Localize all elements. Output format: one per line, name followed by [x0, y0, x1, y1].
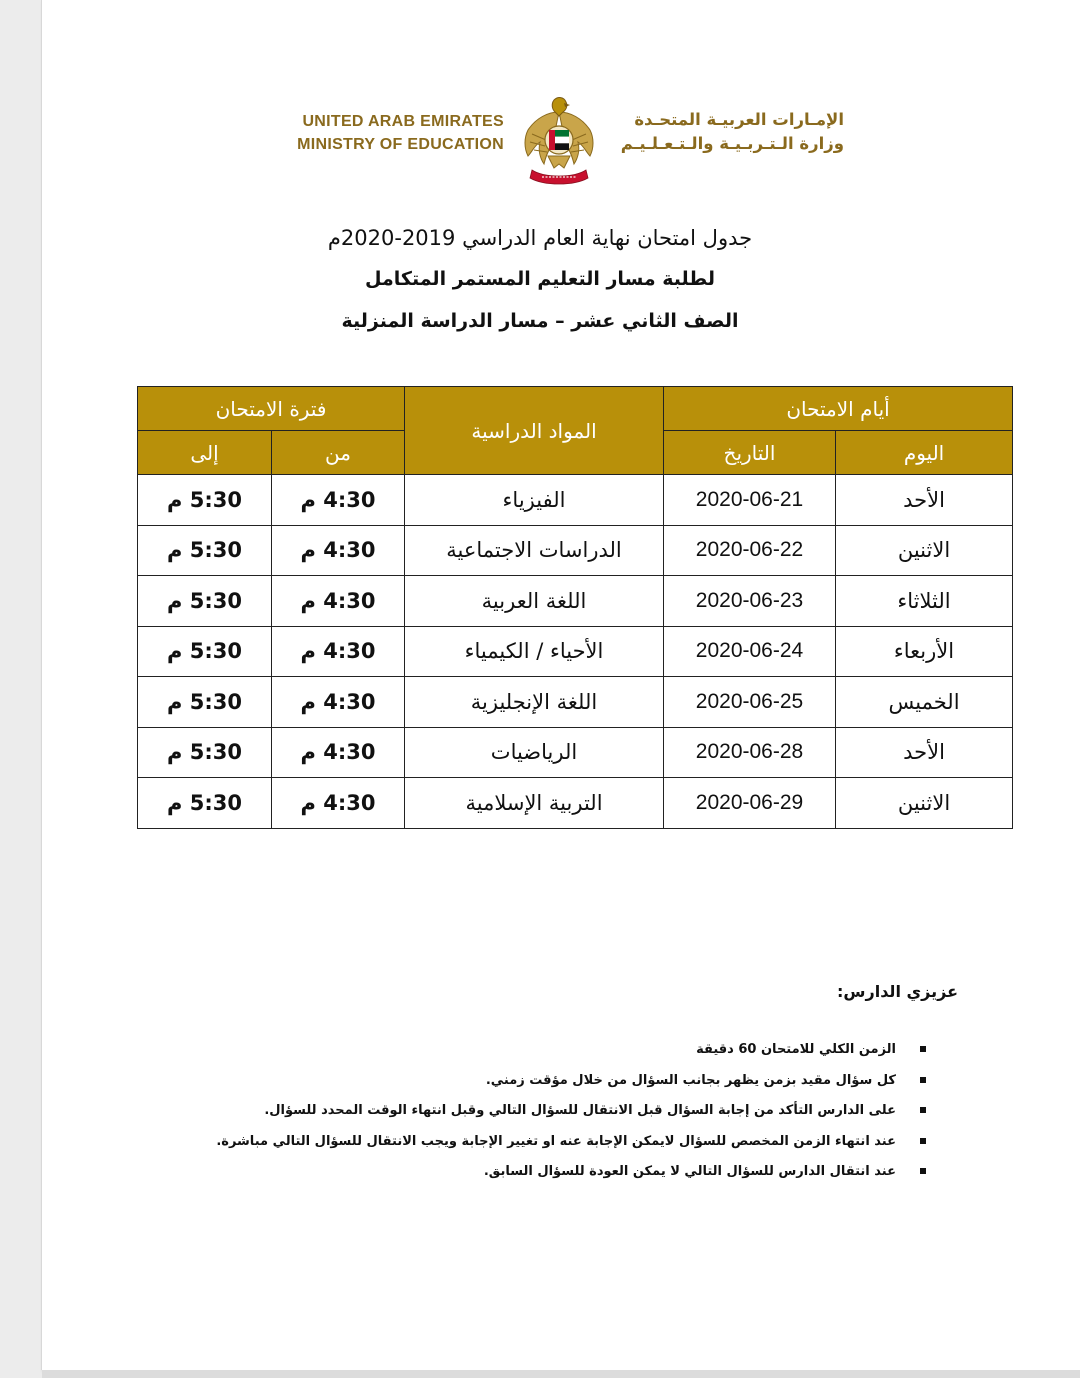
cell-subject: الرياضيات	[405, 727, 664, 778]
table-row	[138, 475, 1013, 526]
cell-subject: الدراسات الاجتماعية	[405, 525, 664, 576]
cell-date: 2020-06-29	[664, 778, 836, 829]
exam-schedule-table	[137, 386, 1013, 829]
note-text: كل سؤال مقيد بزمن يظهر بجانب السؤال من خلال مؤقت زمني.	[485, 1072, 896, 1088]
header-from: من	[272, 431, 405, 475]
cell-from: 4:30 م	[272, 475, 405, 526]
table-row	[138, 778, 1013, 829]
org-name-arabic	[604, 108, 844, 156]
header-day: اليوم	[836, 431, 1013, 475]
cell-to: 5:30 م	[138, 727, 272, 778]
grade-track-subtitle: الصف الثاني عشر – مسار الدراسة المنزلية	[341, 310, 739, 332]
notes-heading: عزيزي الدارس:	[837, 982, 958, 1001]
uae-falcon-emblem-icon	[518, 94, 600, 186]
cell-from: 4:30 م	[272, 778, 405, 829]
org-ar-line1: الإمـارات العربيـة المتحـدة	[634, 110, 844, 129]
org-en-line2: MINISTRY OF EDUCATION	[297, 136, 504, 153]
cell-from: 4:30 م	[272, 576, 405, 627]
cell-to: 5:30 م	[138, 525, 272, 576]
list-item	[150, 1099, 926, 1130]
bullet-square-icon	[920, 1138, 926, 1144]
cell-day: الأربعاء	[836, 626, 1013, 677]
cell-date: 2020-06-24	[664, 626, 836, 677]
cell-day: الأحد	[836, 475, 1013, 526]
page-bottom-edge	[42, 1370, 1080, 1378]
org-ar-line2: وزارة الـتـربـيـة والـتـعـلـيـم	[620, 134, 844, 153]
cell-date: 2020-06-28	[664, 727, 836, 778]
table-row	[138, 576, 1013, 627]
header-exam-days: أيام الامتحان	[664, 387, 1013, 431]
notes-list	[150, 1038, 926, 1191]
table-row	[138, 677, 1013, 728]
header-date: التاريخ	[664, 431, 836, 475]
cell-from: 4:30 م	[272, 677, 405, 728]
list-item	[150, 1160, 926, 1191]
table-row	[138, 626, 1013, 677]
cell-to: 5:30 م	[138, 778, 272, 829]
header-subjects: المواد الدراسية	[405, 387, 664, 475]
cell-to: 5:30 م	[138, 677, 272, 728]
cell-day: الخميس	[836, 677, 1013, 728]
bullet-square-icon	[920, 1168, 926, 1174]
program-subtitle: لطلبة مسار التعليم المستمر المتكامل	[365, 268, 715, 290]
note-text: على الدارس التأكد من إجابة السؤال قبل الانتقال للسؤال التالي وقبل انتهاء الوقت المحدد للسؤال.	[264, 1103, 896, 1118]
org-name-english	[240, 110, 504, 156]
list-item	[150, 1038, 926, 1069]
cell-to: 5:30 م	[138, 626, 272, 677]
cell-subject: اللغة العربية	[405, 576, 664, 627]
org-en-line1: UNITED ARAB EMIRATES	[302, 113, 504, 130]
cell-day: الأحد	[836, 727, 1013, 778]
cell-subject: التربية الإسلامية	[405, 778, 664, 829]
cell-from: 4:30 م	[272, 626, 405, 677]
cell-to: 5:30 م	[138, 576, 272, 627]
cell-day: الاثنين	[836, 778, 1013, 829]
list-item	[150, 1069, 926, 1100]
cell-from: 4:30 م	[272, 525, 405, 576]
table-row	[138, 727, 1013, 778]
bullet-square-icon	[920, 1077, 926, 1083]
cell-subject: الفيزياء	[405, 475, 664, 526]
note-text: عند انتقال الدارس للسؤال التالي لا يمكن العودة للسؤال السابق.	[483, 1164, 896, 1179]
list-item	[150, 1130, 926, 1161]
cell-date: 2020-06-25	[664, 677, 836, 728]
cell-day: الثلاثاء	[836, 576, 1013, 627]
cell-date: 2020-06-22	[664, 525, 836, 576]
bullet-square-icon	[920, 1046, 926, 1052]
header-to: إلى	[138, 431, 272, 475]
note-text: عند انتهاء الزمن المخصص للسؤال لايمكن الإجابة عنه او تغيير الإجابة ويجب الانتقال للسؤال التالي مباشرة.	[216, 1133, 896, 1149]
cell-date: 2020-06-23	[664, 576, 836, 627]
cell-to: 5:30 م	[138, 475, 272, 526]
cell-from: 4:30 م	[272, 727, 405, 778]
header-exam-period: فترة الامتحان	[138, 387, 405, 431]
table-row	[138, 525, 1013, 576]
exam-schedule-title: جدول امتحان نهاية العام الدراسي 2019-2020م	[327, 226, 753, 250]
cell-subject: اللغة الإنجليزية	[405, 677, 664, 728]
note-text: الزمن الكلي للامتحان 60 دقيقة	[696, 1042, 896, 1057]
bullet-square-icon	[920, 1107, 926, 1113]
cell-date: 2020-06-21	[664, 475, 836, 526]
cell-day: الاثنين	[836, 525, 1013, 576]
cell-subject: الأحياء / الكيمياء	[405, 626, 664, 677]
